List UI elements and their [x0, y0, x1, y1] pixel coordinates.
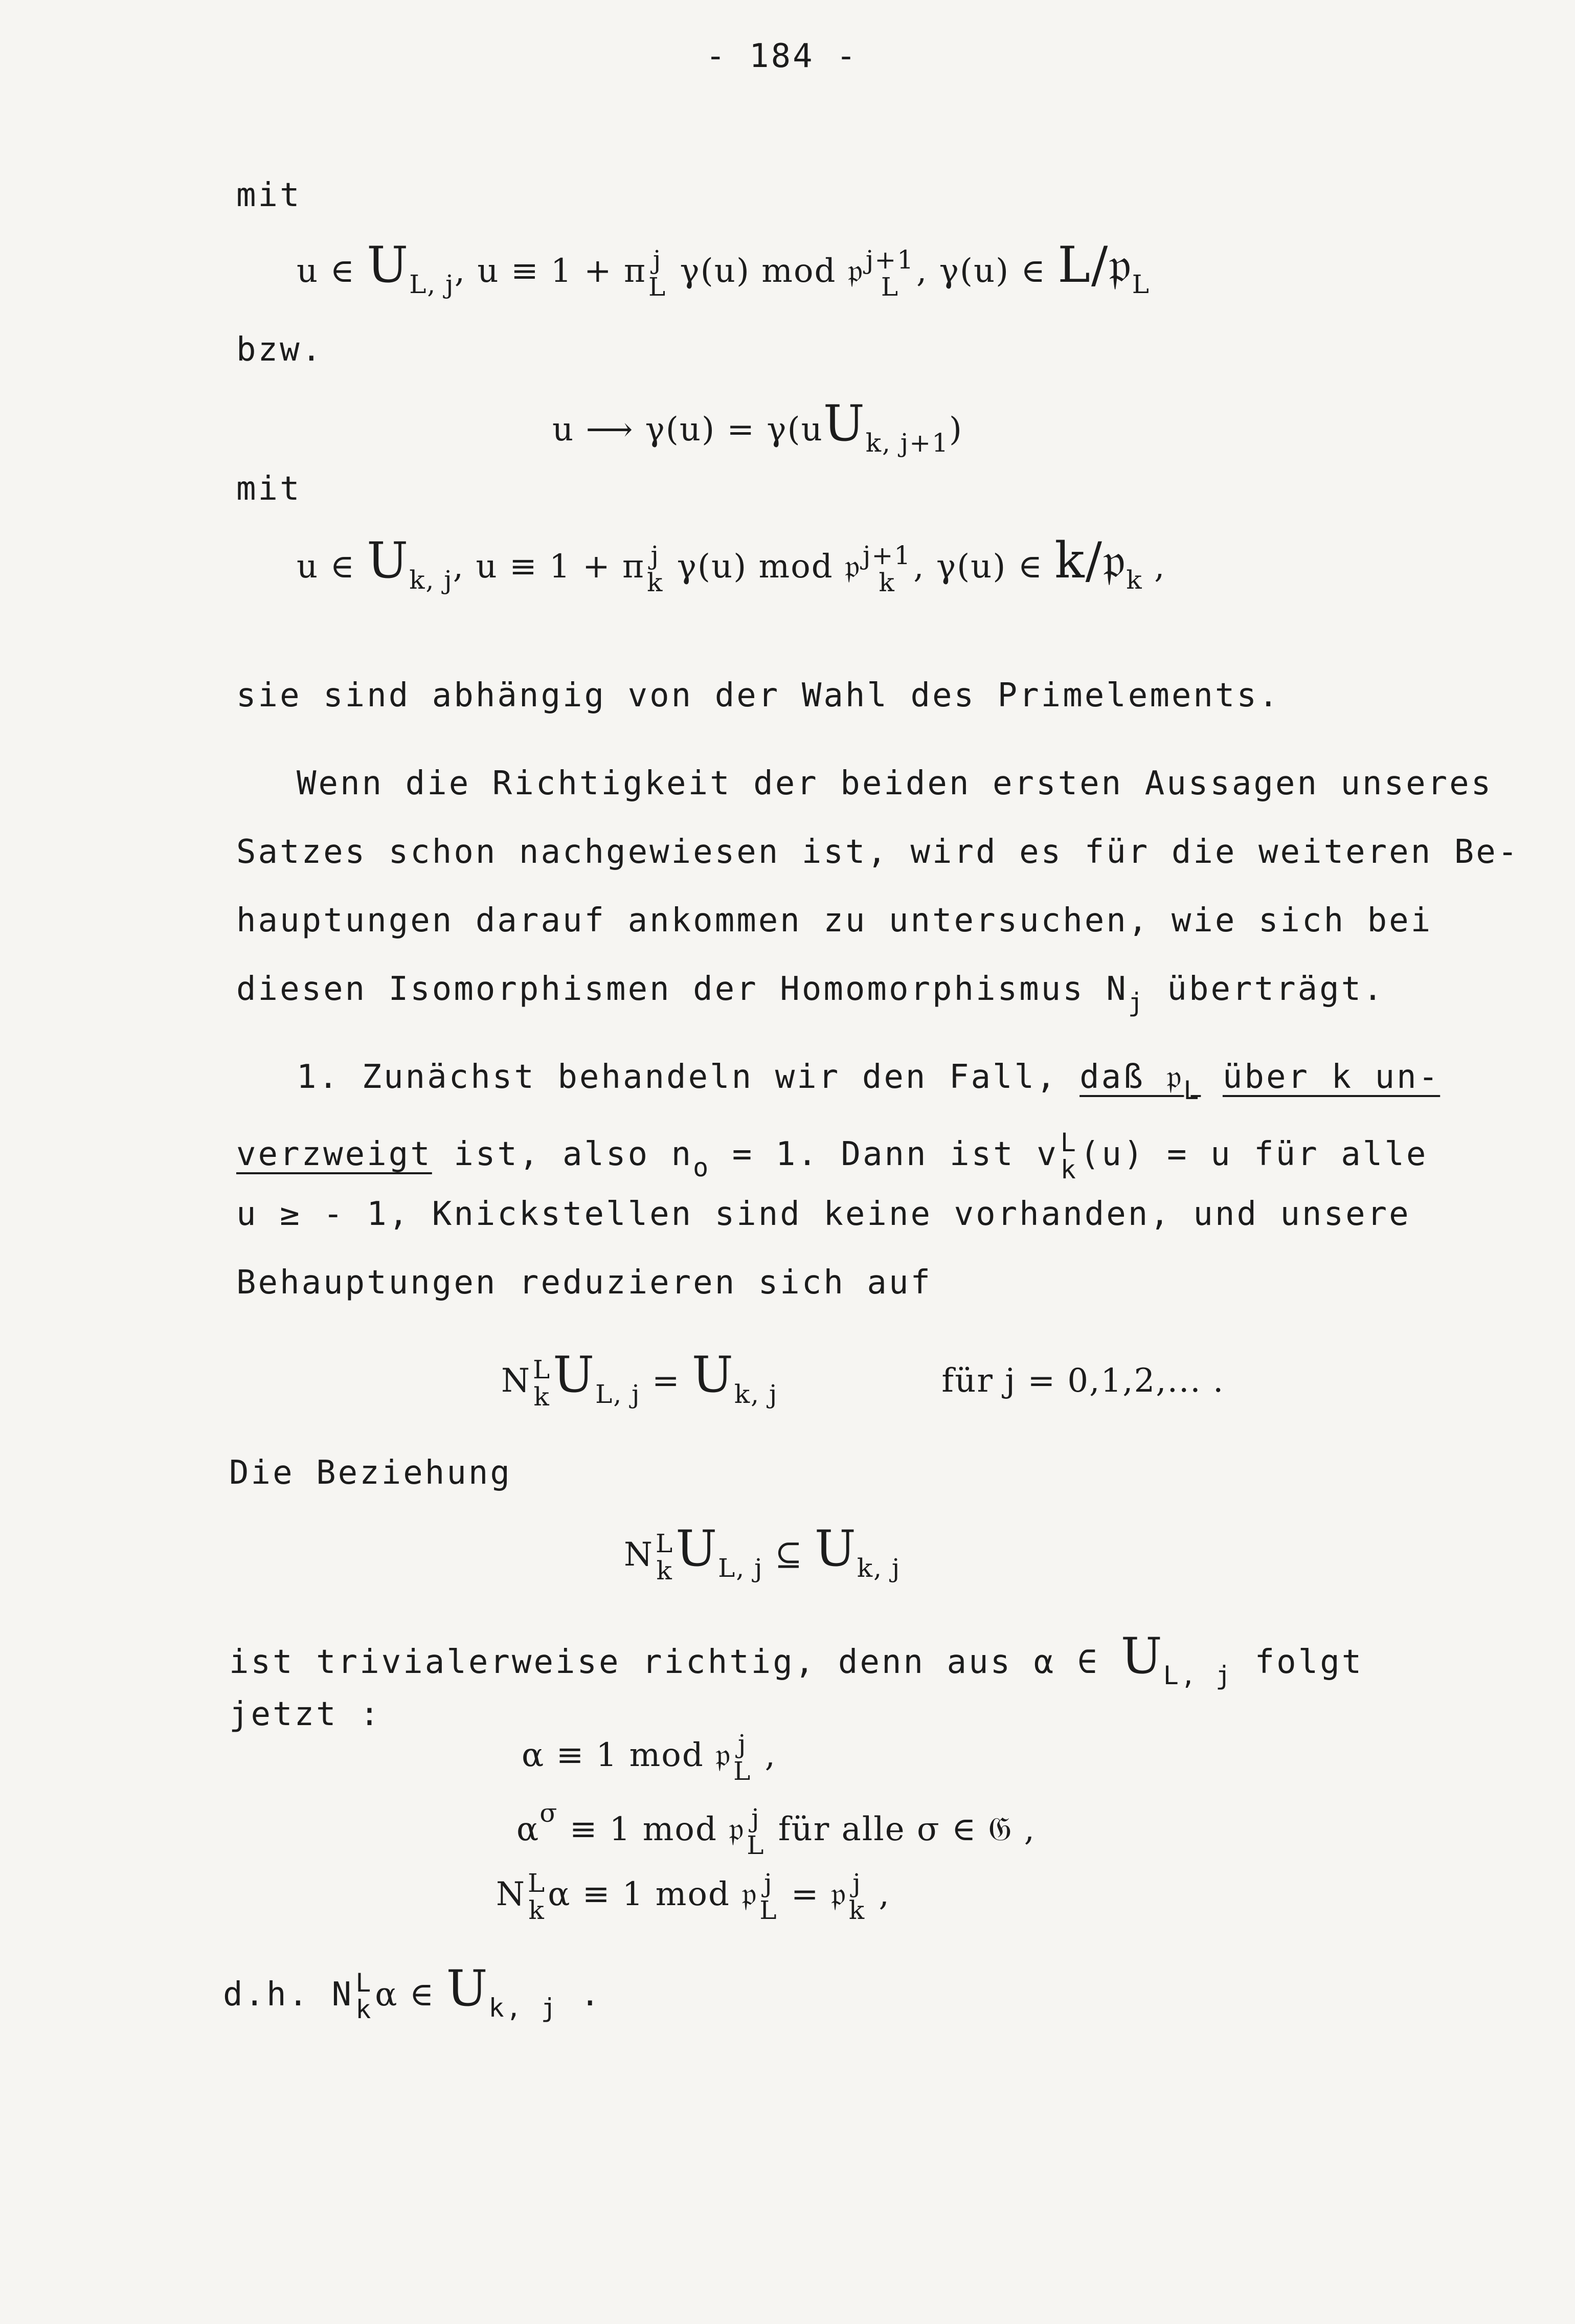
formula-6-a: α ≡ 1 mod [522, 1736, 716, 1774]
formula-7-b: ≡ 1 mod [558, 1811, 729, 1848]
paragraph-5-b: folgt [1233, 1643, 1364, 1681]
formula-4-N-sup: L [533, 1355, 551, 1384]
formula-6 [522, 1731, 776, 1784]
formula-4-U1: U [553, 1346, 596, 1403]
formula-3-pi-scripts [647, 542, 663, 596]
formula-7-a: α [516, 1811, 540, 1848]
paragraph-1: sie sind abhängig von der Wahl des Primelements. [236, 677, 1280, 714]
formula-3-pi-sup: j [650, 541, 660, 570]
text-mit-2: mit [236, 470, 302, 508]
formula-1-c: γ(u) mod [668, 252, 848, 290]
formula-5-U1: U [676, 1520, 718, 1577]
formula-3-U: U [367, 532, 410, 589]
formula-8-p-sub: L [759, 1895, 778, 1925]
paragraph-5 [229, 1627, 1364, 1690]
paragraph-3-line-2-n-sub: o [693, 1153, 711, 1183]
paragraph-3-line-2-a: ist, also n [432, 1135, 693, 1174]
formula-8-p-sup: j [764, 1868, 773, 1898]
formula-5-rel: ⊆ [763, 1536, 815, 1574]
paragraph-3-line-2-v-scripts [1061, 1129, 1078, 1183]
formula-dh-b: α ∈ [375, 1976, 446, 2014]
formula-1-pi-scripts [648, 247, 666, 300]
formula-8-q-sup: j [852, 1868, 862, 1898]
paragraph-2-line-1: Wenn die Richtigkeit der beiden ersten Aussagen unseres [297, 765, 1493, 802]
formula-2-U: U [823, 395, 866, 452]
formula-4-tail: für j = 0,1,2,... . [941, 1362, 1225, 1400]
paragraph-5-a: ist trivialerweise richtig, denn aus α ∈ [229, 1643, 1121, 1681]
formula-1-U-sub: L, j [409, 270, 455, 299]
formula-7-p-sub: L [747, 1830, 765, 1860]
formula-8-q-scripts [849, 1870, 865, 1924]
formula-1 [297, 236, 1150, 302]
formula-3-res: k/𝔭 [1054, 532, 1127, 589]
formula-dh-N-sup: L [355, 1968, 373, 1998]
formula-7-a-sup: σ [539, 1798, 558, 1828]
formula-2-b: ) [949, 411, 963, 449]
paragraph-3-line-1-b [1201, 1058, 1223, 1096]
formula-3-e: , [1142, 548, 1166, 586]
formula-3-c: γ(u) mod [665, 548, 845, 586]
formula-1-pi-sup: j [652, 245, 662, 275]
paragraph-3-line-2-v-sup: L [1060, 1128, 1078, 1157]
formula-3-p-sub: k [879, 567, 895, 597]
paragraph-3-line-1-a: 1. Zunächst behandeln wir den Fall, [297, 1058, 1080, 1096]
formula-6-b: , [753, 1736, 777, 1774]
formula-2-a: u ⟶ γ(u) = γ(u [552, 411, 823, 449]
formula-2 [552, 395, 963, 458]
paragraph-3-line-2 [236, 1129, 1428, 1183]
formula-8-N-sub: k [528, 1895, 545, 1925]
formula-3-d: , γ(u) ∈ [913, 548, 1055, 586]
formula-8-c: , [867, 1875, 890, 1913]
paragraph-5-U: U [1120, 1627, 1163, 1685]
text-mit-1: mit [236, 176, 302, 214]
formula-4-N: N [501, 1362, 531, 1400]
paragraph-2-line-3: hauptungen darauf ankommen zu untersuchen, wie sich bei [236, 902, 1433, 940]
formula-dh-a: d.h. N [223, 1976, 354, 2014]
formula-4-U2: U [691, 1346, 734, 1403]
formula-8-N: N [496, 1875, 526, 1913]
formula-7-p: 𝔭 [729, 1811, 745, 1848]
formula-5-U2: U [814, 1520, 857, 1577]
formula-6-p: 𝔭 [715, 1736, 732, 1774]
formula-dh-U-sub: k, j [488, 1993, 558, 2023]
formula-1-b: , u ≡ 1 + π [454, 252, 646, 290]
formula-8-p-scripts [759, 1870, 777, 1924]
paragraph-5-U-sub: L, j [1163, 1661, 1233, 1690]
formula-7-p-sup: j [751, 1803, 760, 1833]
formula-8-N-scripts [528, 1870, 546, 1924]
page-number: - 184 - [706, 37, 858, 75]
formula-5-N-sup: L [656, 1529, 674, 1558]
formula-5-N: N [624, 1536, 654, 1574]
paragraph-3-underline-2: über k un- [1222, 1058, 1441, 1096]
paragraph-4: Die Beziehung [229, 1454, 512, 1492]
paragraph-3-line-1 [297, 1058, 1441, 1105]
formula-8-q: 𝔭 [830, 1875, 847, 1913]
formula-1-p-sub: L [881, 272, 899, 302]
formula-1-res: L/𝔭 [1058, 236, 1132, 294]
formula-dh-N-scripts [355, 1970, 373, 2023]
formula-7-c: für alle σ ∈ 𝔊 , [767, 1811, 1036, 1848]
formula-3 [297, 532, 1166, 597]
formula-1-res-sub: L [1132, 270, 1150, 299]
formula-6-p-sub: L [733, 1756, 752, 1786]
formula-5-U2-sub: k, j [857, 1553, 901, 1583]
formula-3-p-scripts [863, 542, 911, 596]
paragraph-3-underline-3: verzweigt [236, 1135, 432, 1174]
formula-8-b: = [779, 1875, 831, 1913]
paragraph-3-line-2-v-sub: k [1060, 1154, 1078, 1185]
paragraph-3-line-2-c: (u) = u für alle [1079, 1135, 1428, 1174]
paragraph-2-line-2: Satzes schon nachgewiesen ist, wird es für die weiteren Be- [236, 833, 1520, 871]
formula-8-p: 𝔭 [741, 1875, 758, 1913]
formula-1-pi-sub: L [648, 272, 667, 302]
formula-4-N-sub: k [533, 1381, 550, 1412]
formula-4-U2-sub: k, j [734, 1379, 778, 1409]
formula-5-U1-sub: L, j [718, 1553, 763, 1583]
formula-5-N-sub: k [656, 1555, 673, 1585]
paragraph-3-underline-1 [1079, 1058, 1201, 1105]
formula-1-d: , γ(u) ∈ [916, 252, 1058, 290]
formula-1-a: u ∈ [297, 252, 367, 290]
formula-1-p: 𝔭 [847, 252, 864, 290]
formula-6-p-scripts [733, 1731, 751, 1784]
formula-1-U: U [367, 236, 410, 294]
formula-1-p-scripts [866, 247, 914, 300]
formula-6-p-sup: j [737, 1729, 747, 1759]
formula-4-rel: = [640, 1362, 692, 1400]
formula-3-U-sub: k, j [409, 565, 453, 595]
formula-3-a: u ∈ [297, 548, 367, 586]
formula-4-U1-sub: L, j [595, 1379, 641, 1409]
formula-dh-N-sub: k [355, 1995, 373, 2025]
text-bzw: bzw. [236, 331, 324, 369]
formula-8-q-sub: k [848, 1895, 866, 1925]
formula-3-b: , u ≡ 1 + π [453, 548, 645, 586]
text-jetzt: jetzt : [229, 1695, 381, 1733]
paragraph-3-line-4: Behauptungen reduzieren sich auf [236, 1264, 932, 1302]
paragraph-3-underline-1-sub: L [1183, 1076, 1201, 1105]
paragraph-2-line-4-sub: j [1128, 988, 1145, 1017]
formula-7 [516, 1800, 1036, 1859]
formula-5 [624, 1520, 901, 1585]
formula-3-p-sup: j+1 [863, 541, 912, 570]
paragraph-3-underline-1-text: daß 𝔭 [1079, 1058, 1184, 1096]
paragraph-2-line-4-a: diesen Isomorphismen der Homomorphismus N [236, 970, 1128, 1008]
formula-7-p-scripts [747, 1805, 764, 1859]
paragraph-3-line-3: u ≥ - 1, Knickstellen sind keine vorhanden, und unsere [236, 1195, 1411, 1233]
paragraph-2-line-4-b: überträgt. [1145, 970, 1385, 1008]
formula-3-res-sub: k [1126, 565, 1143, 595]
paragraph-2-line-4 [236, 970, 1385, 1017]
formula-1-p-sup: j+1 [865, 245, 915, 275]
formula-8-N-sup: L [528, 1868, 546, 1898]
formula-3-pi-sub: k [647, 567, 664, 597]
formula-8 [496, 1870, 890, 1924]
formula-8-a: α ≡ 1 mod [548, 1875, 742, 1913]
formula-5-N-scripts [656, 1530, 673, 1584]
paragraph-3-line-2-b: = 1. Dann ist v [710, 1135, 1059, 1174]
formula-3-p: 𝔭 [845, 548, 861, 586]
formula-4 [501, 1346, 1225, 1412]
formula-dh-U: U [446, 1960, 489, 2017]
formula-2-U-sub: k, j+1 [865, 428, 950, 458]
formula-4-N-scripts [533, 1356, 551, 1410]
formula-dh-c: . [558, 1976, 602, 2014]
formula-dh [223, 1960, 602, 2025]
